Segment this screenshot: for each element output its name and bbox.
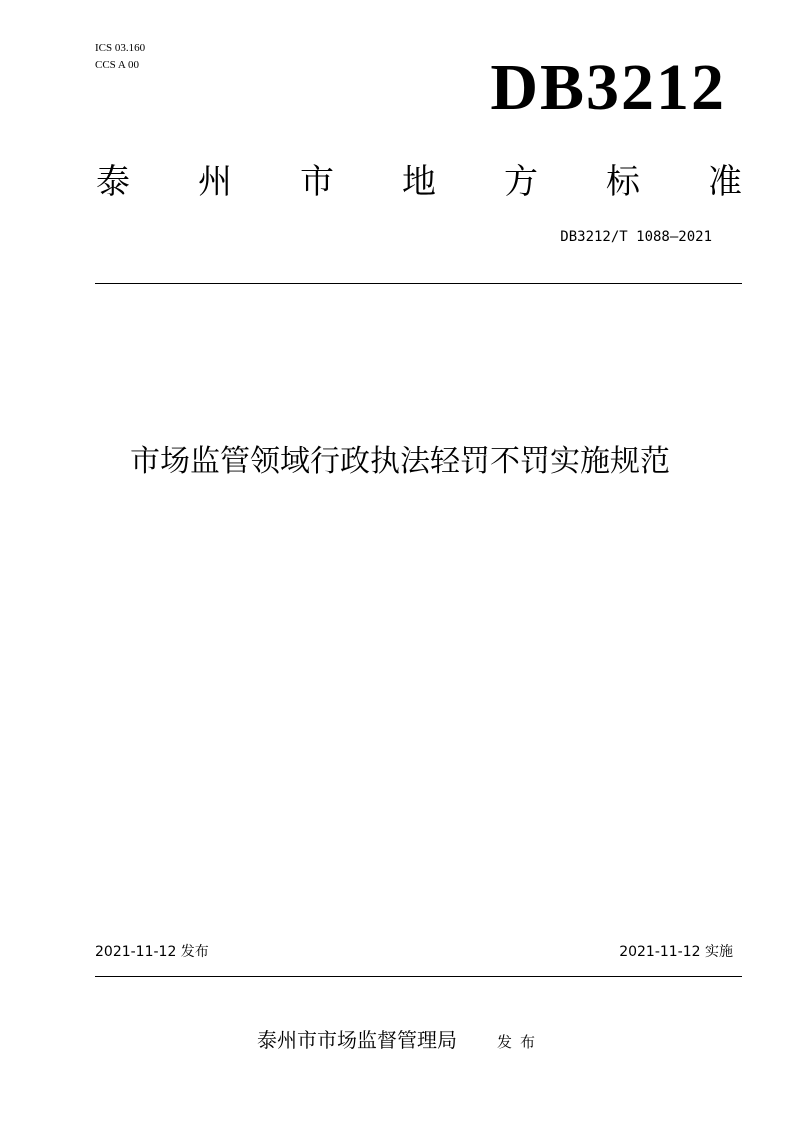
- standard-type-heading: [96, 160, 742, 204]
- standard-type-char: 准: [708, 162, 742, 202]
- issue-date: 2021-11-12 发布: [95, 944, 209, 960]
- standard-type-char: 泰: [96, 162, 130, 202]
- header-divider: [95, 283, 742, 284]
- standard-type-char: 地: [402, 162, 436, 202]
- publisher-line: [0, 1026, 800, 1056]
- publisher-name: 泰州市市场监督管理局: [256, 1028, 457, 1052]
- standard-code: DB3212: [490, 51, 726, 124]
- implementation-date: 2021-11-12 实施: [619, 944, 733, 960]
- standard-type-char: 标: [606, 162, 640, 202]
- footer-divider: [95, 976, 742, 977]
- classification-codes: [95, 40, 145, 74]
- ccs-code: CCS A 00: [95, 59, 140, 71]
- standard-type-char: 州: [198, 162, 232, 202]
- standard-type-char: 方: [504, 162, 538, 202]
- publish-action: 发布: [496, 1033, 543, 1051]
- standard-number: DB3212/T 1088—2021: [560, 229, 712, 245]
- ics-code: ICS 03.160: [95, 42, 146, 54]
- document-title: 市场监管领域行政执法轻罚不罚实施规范: [130, 444, 670, 479]
- standard-type-char: 市: [300, 162, 334, 202]
